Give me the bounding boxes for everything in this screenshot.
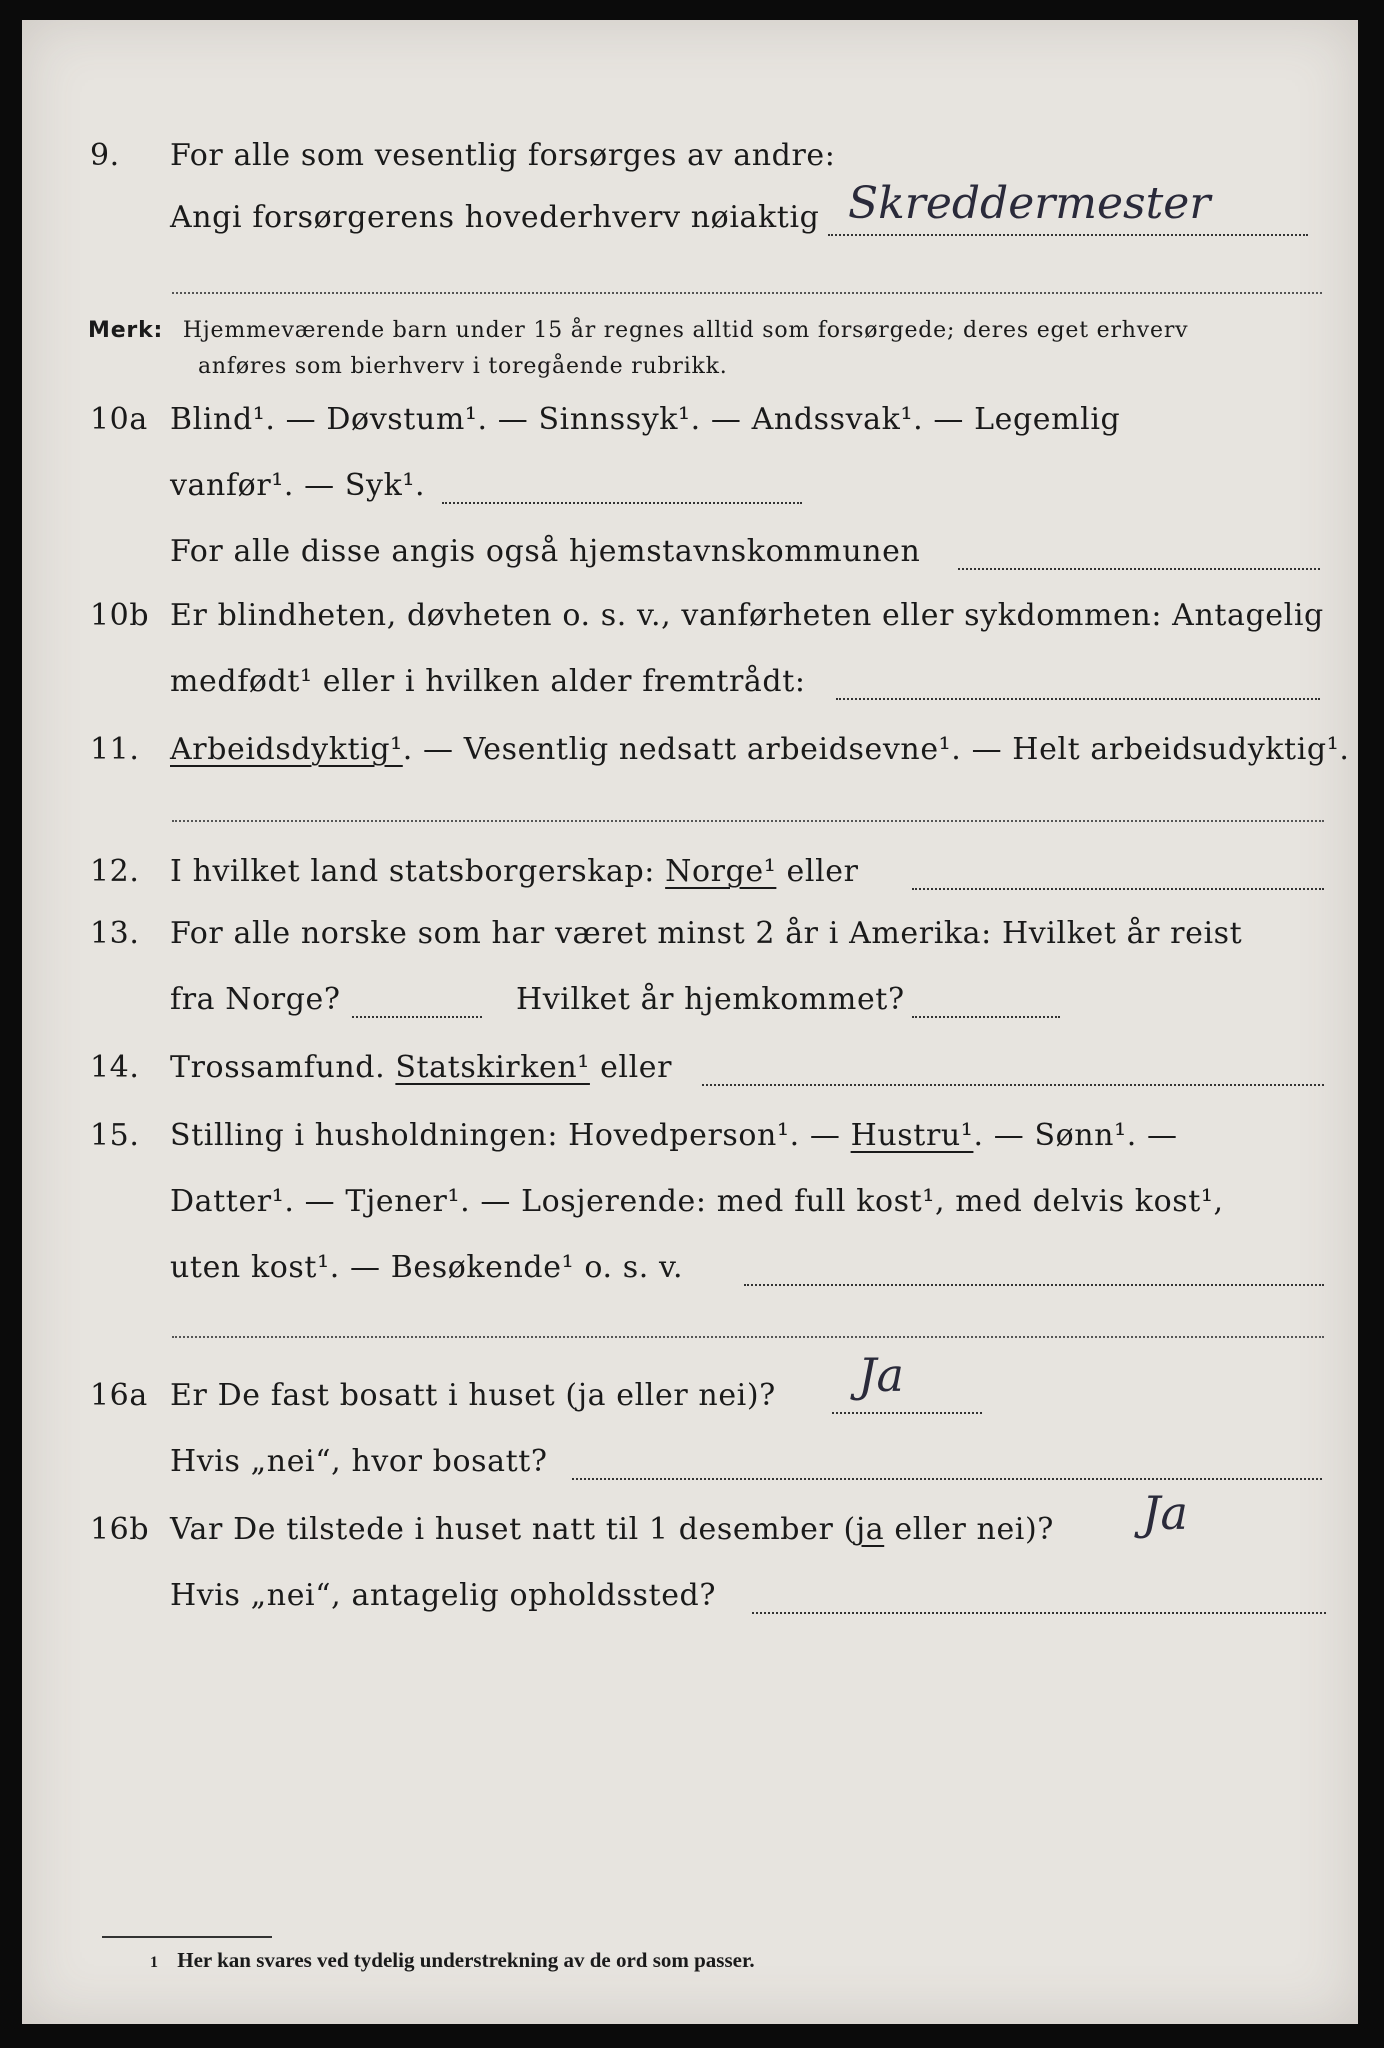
census-form-page: [22, 20, 1358, 2024]
q16b-underlined-option: ja: [855, 1512, 885, 1547]
q16b-line-1a: Var De tilstede i huset natt til 1 desember (: [170, 1512, 856, 1547]
q9-number: 9.: [90, 138, 120, 173]
q10a-hjemstavn-line: [958, 568, 1320, 570]
q12-underlined-option: Norge¹: [665, 854, 777, 889]
q13-reist-line: [352, 1016, 482, 1018]
q15-answer-line: [744, 1284, 1324, 1286]
q13-line-2a: fra Norge?: [170, 982, 341, 1017]
q10a-line-2: vanfør¹. — Syk¹.: [170, 468, 426, 503]
q13-hjemkommet-line: [912, 1016, 1060, 1018]
q12-answer-line: [912, 888, 1324, 890]
merk-text-1: Hjemmeværende barn under 15 år regnes alltid som forsørgede; deres eget erhverv: [182, 318, 1189, 343]
footnote-marker: 1: [150, 1954, 158, 1971]
q10a-line-3: For alle disse angis også hjemstavnskommunen: [170, 534, 921, 569]
q10b-number: 10b: [90, 598, 150, 633]
q9-blank-line: [172, 292, 1322, 294]
q12-pre: I hvilket land statsborgerskap:: [170, 854, 655, 889]
q16b-handwritten-answer: Ja: [1142, 1486, 1188, 1540]
q11-underlined-option: Arbeidsdyktig¹: [170, 732, 403, 767]
q9-handwritten-answer: Skreddermester: [848, 178, 1211, 229]
q15-line-1: [170, 1118, 1178, 1153]
q14-post: eller: [600, 1050, 673, 1085]
q12-text: [170, 854, 859, 889]
q11-blank-line: [172, 820, 1324, 822]
q16b-line-1: [170, 1512, 1054, 1547]
q13-line-1: For alle norske som har været minst 2 år i Amerika: Hvilket år reist: [170, 916, 1243, 951]
q9-answer-line: [828, 234, 1308, 236]
merk-note-line-1: [88, 318, 1188, 343]
q16b-line-1b: eller nei)?: [884, 1512, 1054, 1547]
q11-number: 11.: [90, 732, 140, 767]
q15-number: 15.: [90, 1118, 140, 1153]
q14-number: 14.: [90, 1050, 140, 1085]
q15-line-1a: Stilling i husholdningen: Hovedperson¹. —: [170, 1118, 841, 1153]
q11-text: [170, 732, 1349, 767]
q14-underlined-option: Statskirken¹: [395, 1050, 590, 1085]
q12-post: eller: [786, 854, 859, 889]
q16a-number: 16a: [90, 1378, 148, 1413]
merk-text-2: anføres som bierhverv i toregående rubrikk.: [198, 354, 728, 379]
q14-answer-line: [702, 1084, 1324, 1086]
q10b-line-2: medfødt¹ eller i hvilken alder fremtrådt:: [170, 664, 806, 699]
footnote-rule: [102, 1936, 272, 1938]
q10b-answer-line: [836, 698, 1320, 700]
footnote-text: Her kan svares ved tydelig understrekning av de ord som passer.: [177, 1948, 755, 1972]
q15-blank-line: [172, 1336, 1324, 1338]
q11-rest: . — Vesentlig nedsatt arbeidsevne¹. — Helt arbeidsudyktig¹.: [402, 732, 1350, 767]
q16a-bosatt-line: [572, 1478, 1322, 1480]
q16a-line-1: Er De fast bosatt i huset (ja eller nei)?: [170, 1378, 776, 1413]
q15-line-1b: . — Sønn¹. —: [973, 1118, 1178, 1153]
q15-underlined-option: Hustru¹: [850, 1118, 974, 1153]
q10a-answer-line: [442, 502, 802, 504]
q9-line-2: Angi forsørgerens hovederhverv nøiaktig: [170, 200, 820, 235]
footnote: [150, 1948, 755, 1973]
q16a-handwritten-answer: Ja: [858, 1348, 904, 1402]
q14-text: [170, 1050, 672, 1085]
q13-line-2b: Hvilket år hjemkommet?: [516, 982, 905, 1017]
q16b-number: 16b: [90, 1512, 150, 1547]
q10a-number: 10a: [90, 402, 148, 437]
q9-line-1: For alle som vesentlig forsørges av andre:: [170, 138, 836, 173]
q10a-line-1: Blind¹. — Døvstum¹. — Sinnssyk¹. — Andssvak¹. — Legemlig: [170, 402, 1121, 437]
merk-label: Merk:: [88, 318, 164, 343]
q16a-answer-line: [832, 1412, 982, 1414]
q16a-line-2: Hvis „nei“, hvor bosatt?: [170, 1444, 548, 1479]
q15-line-2: Datter¹. — Tjener¹. — Losjerende: med full kost¹, med delvis kost¹,: [170, 1184, 1224, 1219]
q16b-opholdssted-line: [752, 1612, 1326, 1614]
q10b-line-1: Er blindheten, døvheten o. s. v., vanførheten eller sykdommen: Antagelig: [170, 598, 1324, 633]
q14-pre: Trossamfund.: [170, 1050, 386, 1085]
q16b-line-2: Hvis „nei“, antagelig opholdssted?: [170, 1578, 717, 1613]
q12-number: 12.: [90, 854, 140, 889]
q15-line-3: uten kost¹. — Besøkende¹ o. s. v.: [170, 1250, 684, 1285]
q13-number: 13.: [90, 916, 140, 951]
